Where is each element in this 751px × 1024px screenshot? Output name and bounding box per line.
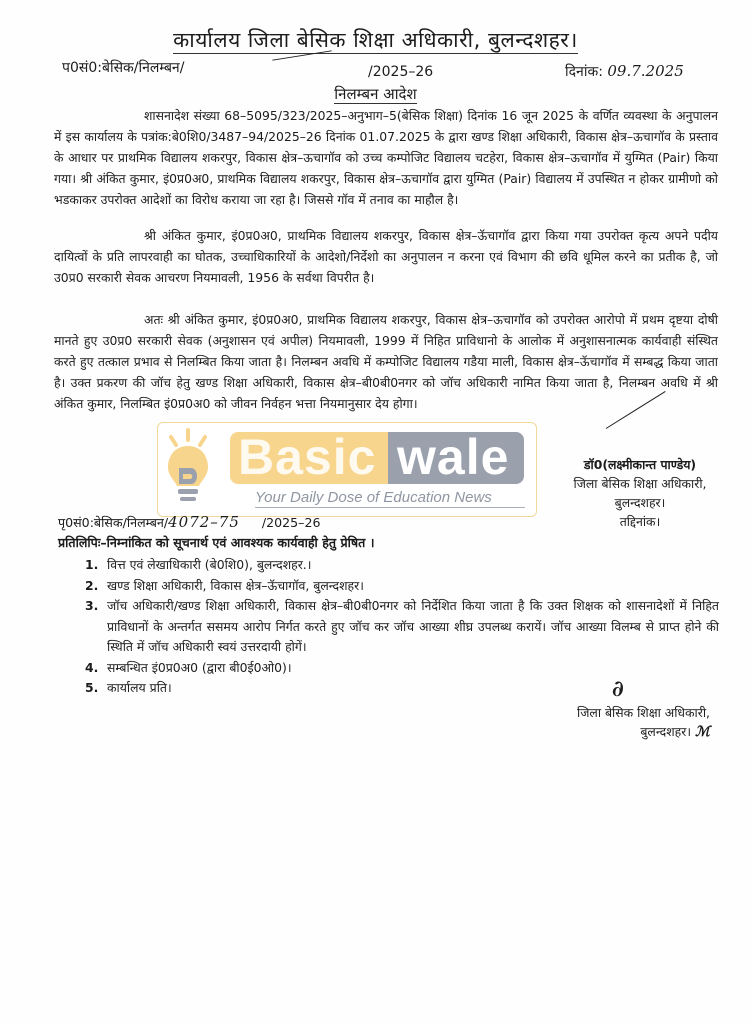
signatory-name: डॉ0(लक्ष्मीकान्त पाण्डेय) <box>583 457 697 472</box>
list-item: 2. खण्ड शिक्षा अधिकारी, विकास क्षेत्र–ऊॅचागॉव, बुलन्दशहर। <box>85 577 364 593</box>
same-date-label: तद्दिनांक। <box>619 514 661 529</box>
signature-mark-icon: ∂ <box>612 676 624 702</box>
watermark-brand-wale: wale <box>397 429 510 485</box>
signatory-designation: जिला बेसिक शिक्षा अधिकारी, <box>573 476 707 491</box>
list-item: 3. जॉच अधिकारी/खण्ड शिक्षा अधिकारी, विकास क्षेत्र–बी0बी0नगर को निर्देशित किया जाता है कि उक्त शिक्षक को शासनादेशों में निहित प्राविधानों के अन्तर्गत ससमय आरोप निर्गत करते हुए जॉच कर जॉच आख्या शीघ्र उपलब्ध करायें। जॉच आख्या विलम्ब से प्राप्त होने की स्थिति में जॉच अधिकारी स्वयं उत्तरदायी होगें। <box>85 598 719 654</box>
signatory-2-designation: जिला बेसिक शिक्षा अधिकारी, <box>577 705 710 720</box>
watermark-brand-basic: Basic <box>238 429 377 485</box>
list-item: 4. सम्बन्धित इं0प्र0अ0 (द्वारा बी0ई0ओ0)। <box>85 659 292 675</box>
signatory-place: बुलन्दशहर। <box>614 495 666 510</box>
reference-year: /2025–26 <box>368 64 434 80</box>
signatory-block <box>540 455 740 531</box>
lightbulb-logo-icon <box>165 428 211 510</box>
list-item: 1. वित्त एवं लेखाधिकारी (बे0शि0), बुलन्दशहर.। <box>85 557 312 572</box>
watermark-tagline: Your Daily Dose of Education News <box>255 489 492 506</box>
reference-number: प0सं0:बेसिक/निलम्बन/ <box>62 60 185 76</box>
copy-reference-number: पृ0सं0:बेसिक/निलम्बन/4072–75 /2025–26 <box>58 513 321 531</box>
initial-signature-icon: ℳ <box>695 724 710 740</box>
date-value-handwritten: 09.7.2025 <box>607 62 684 80</box>
paragraph-3: अतः श्री अंकित कुमार, इं0प्र0अ0, प्राथमिक विद्यालय शकरपुर, विकास क्षेत्र–ऊचागॉव को उपरोक्त आरोपो में प्रथम दृष्टया दोषी मानते हुए उ0प्र0 सरकारी सेवक (अनुशासन एवं अपील) नियमावली, 1999 में निहित प्राविधानो के आलोक में अनुशासनात्मक कार्यवाही संस्थित करते हुए तत्काल प्रभाव से निलम्बित किया जाता है। निलम्बन अवधि में कम्पोजिट विद्यालय गडैया माली, विकास क्षेत्र–ऊॅचागॉव में सम्बद्ध किया जाता है। उक्त प्रकरण की जॉच हेतु खण्ड शिक्षा अधिकारी, विकास क्षेत्र–बी0बी0नगर को जॉच अधिकारी नामित किया जाता है, निलम्बन अवधि में श्री अंकित कुमार, निलम्बित इं0प्र0अ0 को जीवन निर्वहन भत्ता नियमानुसार देय होगा। <box>54 312 719 411</box>
office-heading: कार्यालय जिला बेसिक शिक्षा अधिकारी, बुलन्दशहर। <box>173 28 578 52</box>
order-title: निलम्बन आदेश <box>334 85 417 103</box>
date-label: दिनांक: <box>565 64 603 80</box>
signatory-2-place-row: बुलन्दशहर। ℳ <box>640 724 710 740</box>
list-item: 5. कार्यालय प्रति। <box>85 680 172 695</box>
paragraph-2: श्री अंकित कुमार, इं0प्र0अ0, प्राथमिक विद्यालय शकरपुर, विकास क्षेत्र–ऊॅचागॉव द्वारा किया गया उपरोक्त कृत्य अपने पदीय दायित्वों के प्रति लापरवाही का घोतक, उच्चाधिकारियों के आदेशो/निर्देशो का अनुपालन न करना एवं विभाग की छवि धूमिल करने का प्रतीक है, जो उ0प्र0 सरकारी सेवक आचरण नियमावली, 1956 के सर्वथा विपरीत है। <box>54 228 718 285</box>
copy-ref-handwritten: 4072–75 <box>168 513 240 531</box>
signatory-2-block <box>560 703 710 742</box>
paragraph-1: शासनादेश संख्या 68–5095/323/2025–अनुभाग–5(बेसिक शिक्षा) दिनांक 16 जून 2025 के वर्णित व्यवस्था के अनुपालन में इस कार्यालय के पत्रांक:बे0शि0/3487–94/2025–26 दिनांक 01.07.2025 के द्वारा खण्ड शिक्षा अधिकारी, विकास क्षेत्र–ऊचागॉव के प्रस्ताव के आधार पर प्राथमिक विद्यालय शकरपुर, विकास क्षेत्र–ऊचागॉव को उच्च कम्पोजिट विद्यालय चटहेरा, विकास क्षेत्र–ऊचागॉव में युग्मित (Pair) किया गया। श्री अंकित कुमार, इं0प्र0अ0, प्राथमिक विद्यालय शकरपुर, विकास क्षेत्र–ऊचागॉव द्वारा युग्मित (Pair) विद्यालय में उपस्थित न होकर ग्रामीणो को भडकाकर उपरोक्त आदेशों का विरोध कराया जा रहा है। जिससे गॉव में तनाव का माहौल है। <box>54 108 718 207</box>
copy-intro: प्रतिलिपिः–निम्नांकित को सूचनार्थ एवं आवश्यक कार्यवाही हेतु प्रेषित । <box>58 535 375 550</box>
order-date <box>565 62 684 81</box>
copy-recipients-list <box>85 555 719 699</box>
watermark-underline <box>255 507 525 508</box>
